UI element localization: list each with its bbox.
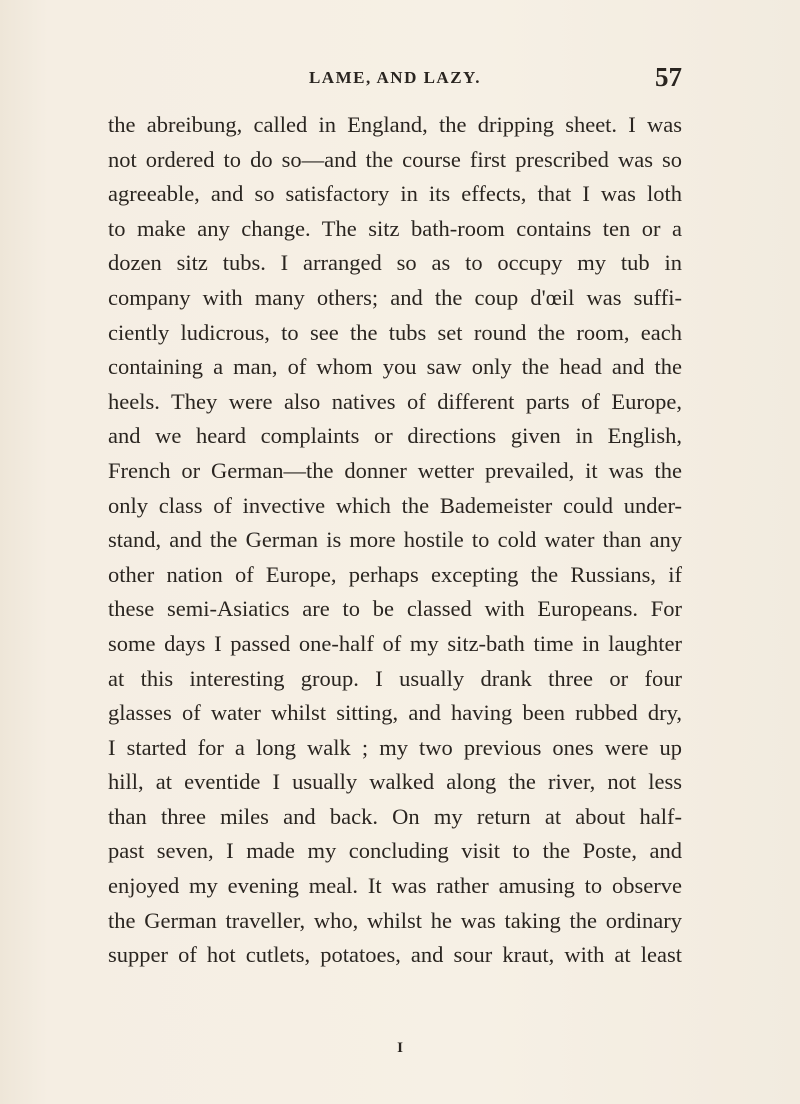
text-line: containing a man, of whom you saw only the head and the	[108, 354, 682, 380]
running-head: LAME, AND LAZY.	[308, 68, 482, 87]
signature-mark: I	[397, 1040, 403, 1056]
text-line: company with many others; and the coup d'œil was suffi-	[108, 284, 682, 310]
text-line: past seven, I made my concluding visit to the Poste, and	[108, 838, 682, 864]
text-line: dozen sitz tubs. I arranged so as to occupy my tub in	[108, 250, 682, 276]
text-line: supper of hot cutlets, potatoes, and sour kraut, with at least	[108, 942, 682, 968]
text-line: not ordered to do so—and the course first prescribed was so	[108, 146, 682, 172]
text-line: I started for a long walk ; my two previous ones were up	[108, 734, 682, 760]
text-line: some days I passed one-half of my sitz-bath time in laughter	[108, 630, 682, 656]
text-line: than three miles and back. On my return at about half-	[108, 803, 682, 829]
text-line: stand, and the German is more hostile to cold water than any	[108, 527, 682, 553]
body-text	[108, 108, 682, 973]
text-line: the abreibung, called in England, the dripping sheet. I was	[108, 112, 682, 137]
text-line: glasses of water whilst sitting, and having been rubbed dry,	[108, 700, 682, 726]
page-header	[108, 62, 682, 96]
text-line: to make any change. The sitz bath-room contains ten or a	[108, 215, 682, 241]
text-line: hill, at eventide I usually walked along the river, not less	[108, 769, 682, 795]
text-line: the German traveller, who, whilst he was taking the ordinary	[108, 907, 682, 933]
text-line: heels. They were also natives of different parts of Europe,	[108, 388, 682, 414]
text-line: agreeable, and so satisfactory in its effects, that I was loth	[108, 181, 682, 207]
text-line: enjoyed my evening meal. It was rather amusing to observe	[108, 873, 682, 899]
text-line: French or German—the donner wetter prevailed, it was the	[108, 457, 682, 483]
text-line: these semi-Asiatics are to be classed with Europeans. For	[108, 596, 682, 622]
text-line: other nation of Europe, perhaps excepting the Russians, if	[108, 561, 682, 587]
text-line: at this interesting group. I usually drank three or four	[108, 665, 682, 691]
page-number: 57	[655, 62, 682, 92]
text-line: only class of invective which the Bademeister could under-	[108, 492, 682, 518]
text-line: and we heard complaints or directions given in English,	[108, 423, 682, 449]
text-line: ciently ludicrous, to see the tubs set round the room, each	[108, 319, 682, 345]
